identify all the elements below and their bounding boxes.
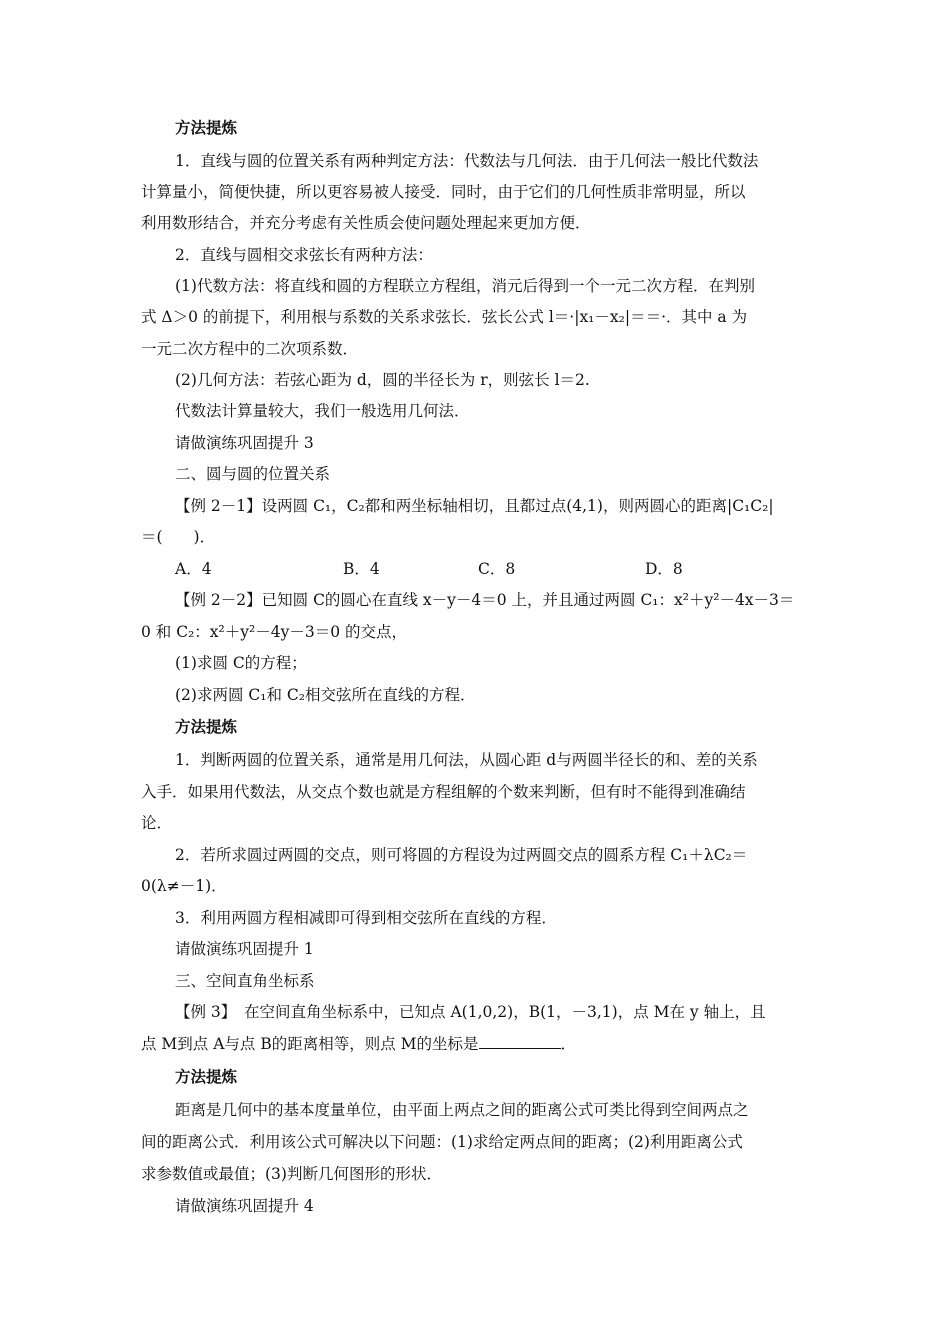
example-2-2-line: 0 和 C₂：x²＋y²－4y－3＝0 的交点， — [141, 623, 407, 641]
example-3-text: 点 M到点 A与点 B的距离相等，则点 M的坐标是 — [141, 1035, 479, 1053]
paragraph-line: 代数法计算量较大，我们一般选用几何法． — [175, 402, 470, 420]
answer-blank[interactable] — [479, 1034, 561, 1049]
section-heading-3: 三、空间直角坐标系 — [175, 972, 315, 990]
paragraph-line: 距离是几何中的基本度量单位，由平面上两点之间的距离公式可类比得到空间两点之 — [175, 1101, 749, 1119]
example-2-2-line: (2)求两圆 C₁和 C₂相交弦所在直线的方程． — [175, 686, 476, 704]
section-heading-2: 二、圆与圆的位置关系 — [175, 465, 331, 483]
example-2-1-line: 【例 2－1】设两圆 C₁，C₂都和两坐标轴相切，且都过点(4,1)，则两圆心的距离|C₁C₂| — [175, 497, 774, 515]
example-2-2-line: 【例 2－2】已知圆 C的圆心在直线 x－y－4＝0 上，并且通过两圆 C₁：x²＋y²－4x－3＝ — [175, 591, 795, 609]
paragraph-line: 一元二次方程中的二次项系数． — [141, 340, 359, 358]
method-title-3: 方法提炼 — [175, 1067, 238, 1086]
paragraph-line: 论． — [141, 814, 173, 832]
practice-reference: 请做演练巩固提升 1 — [175, 940, 314, 958]
paragraph-line: 求参数值或最值；(3)判断几何图形的形状． — [141, 1165, 442, 1183]
example-3-line — [141, 1033, 576, 1055]
example-3-end: ． — [560, 1035, 577, 1053]
paragraph-line: 0(λ≠－1)． — [141, 877, 227, 895]
paragraph-line: 2．若所求圆过两圆的交点，则可将圆的方程设为过两圆交点的圆系方程 C₁＋λC₂＝ — [175, 846, 748, 864]
paragraph-line: (2)几何方法：若弦心距为 d，圆的半径长为 r，则弦长 l＝2. — [175, 371, 590, 389]
paragraph-line: 1．直线与圆的位置关系有两种判定方法：代数法与几何法．由于几何法一般比代数法 — [175, 152, 759, 170]
example-2-2-line: (1)求圆 C的方程； — [175, 654, 307, 672]
practice-reference: 请做演练巩固提升 4 — [175, 1197, 314, 1215]
method-title-2: 方法提炼 — [175, 717, 238, 736]
paragraph-line: (1)代数方法：将直线和圆的方程联立方程组，消元后得到一个一元二次方程．在判别 — [175, 277, 755, 295]
paragraph-line: 3．利用两圆方程相减即可得到相交弦所在直线的方程． — [175, 909, 557, 927]
paragraph-line: 2．直线与圆相交求弦长有两种方法： — [175, 246, 433, 264]
option-d: D．8 — [645, 560, 683, 578]
paragraph-line: 利用数形结合，并充分考虑有关性质会使问题处理起来更加方便． — [141, 214, 591, 232]
paragraph-line: 计算量小，简便快捷，所以更容易被人接受．同时，由于它们的几何性质非常明显，所以 — [141, 183, 746, 201]
paragraph-line: 间的距离公式．利用该公式可解决以下问题：(1)求给定两点间的距离；(2)利用距离公式 — [141, 1133, 743, 1151]
paragraph-line: 式 Δ＞0 的前提下，利用根与系数的关系求弦长．弦长公式 l＝·|x₁－x₂|＝＝·．其中 a 为 — [141, 308, 748, 326]
option-c: C．8 — [478, 560, 516, 578]
example-3-line: 【例 3】 在空间直角坐标系中，已知点 A(1,0,2)，B(1，－3,1)，点 M在 y 轴上，且 — [175, 1003, 766, 1021]
paragraph-line: 1．判断两圆的位置关系，通常是用几何法，从圆心距 d与两圆半径长的和、差的关系 — [175, 751, 758, 769]
example-2-1-line: ＝( )． — [141, 528, 216, 546]
paragraph-line: 入手．如果用代数法，从交点个数也就是方程组解的个数来判断，但有时不能得到准确结 — [141, 783, 746, 801]
option-b: B．4 — [343, 560, 380, 578]
practice-reference: 请做演练巩固提升 3 — [175, 434, 314, 452]
method-title-1: 方法提炼 — [175, 118, 238, 137]
option-a: A．4 — [175, 560, 212, 578]
